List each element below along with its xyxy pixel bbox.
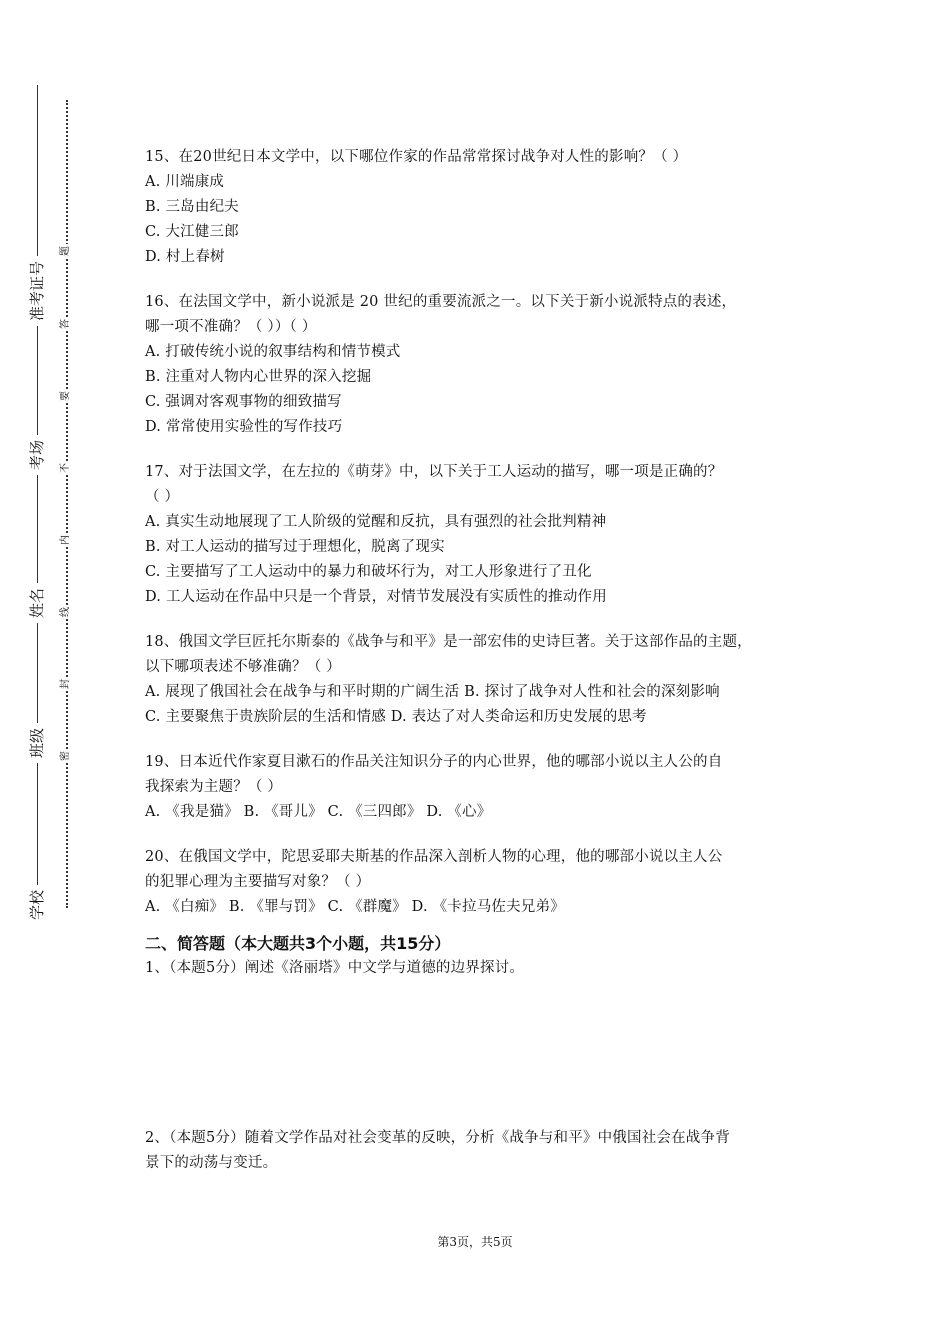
question-stem-cont: 的犯罪心理为主要描写对象？（ ） bbox=[145, 874, 371, 890]
option-b: B. 对工人运动的描写过于理想化，脱离了现实 bbox=[145, 539, 445, 555]
question-stem-cont: 以下哪项表述不够准确？（ ） bbox=[145, 659, 341, 675]
question-19 bbox=[145, 750, 815, 825]
options-cd: C. 主要聚焦于贵族阶层的生活和情感 D. 表达了对人类命运和历史发展的思考 bbox=[145, 709, 647, 725]
option-c: C. 强调对客观事物的细致描写 bbox=[145, 394, 342, 410]
option-d: D. 村上春树 bbox=[145, 249, 225, 265]
seal-char: 不 bbox=[60, 463, 71, 473]
short-answer-2: 2、（本题5分）随着文学作品对社会变革的反映，分析《战争与和平》中俄国社会在战争背 bbox=[145, 1130, 730, 1146]
page-footer: 第3页，共5页 bbox=[437, 1235, 513, 1249]
option-d: D. 工人运动在作品中只是一个背景，对情节发展没有实质性的推动作用 bbox=[145, 589, 607, 605]
seal-char: 密 bbox=[60, 751, 71, 761]
question-16 bbox=[145, 290, 815, 440]
options-ab: A. 展现了俄国社会在战争与和平时期的广阔生活 B. 探讨了战争对人性和社会的深刻影响 bbox=[145, 684, 720, 700]
question-stem: 18、俄国文学巨匠托尔斯泰的《战争与和平》是一部宏伟的史诗巨著。关于这部作品的主题， bbox=[145, 634, 752, 650]
field-exam-id: 准考证号 bbox=[28, 256, 46, 326]
section-heading: 二、简答题（本大题共3个小题，共15分） bbox=[145, 934, 451, 953]
question-stem: 16、在法国文学中，新小说派是 20 世纪的重要流派之一。以下关于新小说派特点的表述， bbox=[145, 294, 737, 310]
options-row: A. 《我是猫》 B. 《哥儿》 C. 《三四郎》 D. 《心》 bbox=[145, 804, 492, 820]
field-exam-room: 考场 bbox=[28, 435, 46, 475]
option-a: A. 打破传统小说的叙事结构和情节模式 bbox=[145, 344, 401, 360]
option-d: D. 常常使用实验性的写作技巧 bbox=[145, 419, 343, 435]
option-b: B. 注重对人物内心世界的深入挖掘 bbox=[145, 369, 372, 385]
question-stem: 20、在俄国文学中，陀思妥耶夫斯基的作品深入剖析人物的心理，他的哪部小说以主人公 bbox=[145, 849, 723, 865]
short-answer-1: 1、（本题5分）阐述《洛丽塔》中文学与道德的边界探讨。 bbox=[145, 960, 525, 976]
question-stem: 19、日本近代作家夏目漱石的作品关注知识分子的内心世界，他的哪部小说以主人公的自 bbox=[145, 754, 723, 770]
option-a: A. 真实生动地展现了工人阶级的觉醒和反抗，具有强烈的社会批判精神 bbox=[145, 514, 607, 530]
seal-char: 内 bbox=[60, 535, 71, 545]
question-17 bbox=[145, 460, 815, 610]
short-answer-2-cont: 景下的动荡与变迁。 bbox=[145, 1155, 278, 1171]
question-stem-cont: 我探索为主题？（ ） bbox=[145, 779, 283, 795]
option-c: C. 主要描写了工人运动中的暴力和破坏行为，对工人形象进行了丑化 bbox=[145, 564, 592, 580]
seal-char: 封 bbox=[60, 679, 71, 689]
margin-seal-line bbox=[66, 100, 68, 908]
option-b: B. 三岛由纪夫 bbox=[145, 199, 239, 215]
answer-space bbox=[145, 981, 815, 1126]
question-stem: 15、在20世纪日本文学中，以下哪位作家的作品常常探讨战争对人性的影响？（ ） bbox=[145, 149, 688, 165]
question-20 bbox=[145, 845, 815, 920]
question-stem: 17、对于法国文学，在左拉的《萌芽》中，以下关于工人运动的描写，哪一项是正确的？ bbox=[145, 464, 723, 480]
margin-solid-line bbox=[37, 85, 38, 920]
options-row: A. 《白痴》 B. 《罪与罚》 C. 《群魔》 D. 《卡拉马佐夫兄弟》 bbox=[145, 899, 565, 915]
option-c: C. 大江健三郎 bbox=[145, 224, 239, 240]
seal-char: 线 bbox=[60, 607, 71, 617]
question-stem-cont: （ ） bbox=[145, 489, 180, 505]
field-class: 班级 bbox=[28, 723, 46, 763]
seal-char: 题 bbox=[60, 246, 71, 256]
question-stem-cont: 哪一项不准确？（ ））（ ） bbox=[145, 319, 317, 335]
question-15 bbox=[145, 145, 815, 270]
option-a: A. 川端康成 bbox=[145, 174, 225, 190]
exam-content bbox=[145, 145, 815, 1176]
field-name: 姓名 bbox=[28, 583, 46, 623]
question-18 bbox=[145, 630, 815, 730]
field-school: 学校 bbox=[28, 885, 46, 925]
seal-char: 答 bbox=[60, 319, 71, 329]
seal-char: 要 bbox=[60, 391, 71, 401]
